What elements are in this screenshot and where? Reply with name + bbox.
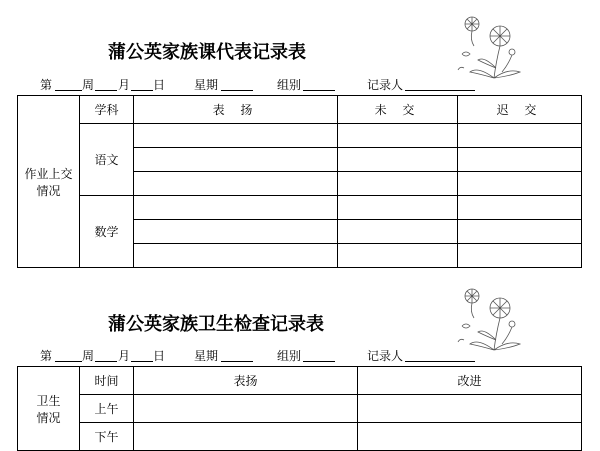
table-cell[interactable] — [358, 395, 582, 423]
table-cell[interactable] — [458, 196, 582, 220]
group-blank[interactable] — [303, 361, 335, 362]
praise-header: 表扬 — [134, 367, 358, 395]
hygiene-status-label: 卫生情况 — [18, 367, 80, 451]
weekday-blank[interactable] — [221, 361, 253, 362]
table-cell[interactable] — [134, 423, 358, 451]
group-blank[interactable] — [303, 90, 335, 91]
homework-status-label: 作业上交情况 — [18, 96, 80, 268]
week-blank[interactable] — [95, 361, 117, 362]
table-cell[interactable] — [134, 172, 338, 196]
table-cell[interactable] — [358, 423, 582, 451]
late-header: 迟 交 — [458, 96, 582, 124]
table-cell[interactable] — [134, 395, 358, 423]
table2-info-line — [40, 347, 560, 363]
week-label: 周 — [82, 78, 95, 92]
recorder-blank[interactable] — [405, 361, 475, 362]
table2-title: 蒲公英家族卫生检查记录表 — [108, 314, 324, 335]
table-cell[interactable] — [338, 148, 458, 172]
recorder-label: 记录人 — [367, 78, 404, 92]
table-cell[interactable] — [458, 148, 582, 172]
weekday-blank[interactable] — [221, 90, 253, 91]
table1-title: 蒲公英家族课代表记录表 — [108, 42, 306, 63]
group-label: 组别 — [277, 349, 302, 363]
table-cell[interactable] — [458, 220, 582, 244]
table-cell[interactable] — [134, 244, 338, 268]
table-cell[interactable] — [338, 244, 458, 268]
table-cell[interactable] — [134, 196, 338, 220]
week-no-label: 第 — [40, 78, 53, 92]
subject-math: 数学 — [80, 196, 134, 268]
table-cell[interactable] — [458, 244, 582, 268]
day-label: 日 — [153, 349, 166, 363]
table-cell[interactable] — [338, 196, 458, 220]
praise-header: 表 扬 — [134, 96, 338, 124]
table-cell[interactable] — [458, 172, 582, 196]
table-cell[interactable] — [134, 124, 338, 148]
week-blank[interactable] — [95, 90, 117, 91]
recorder-label: 记录人 — [367, 349, 404, 363]
group-label: 组别 — [277, 78, 302, 92]
table-cell[interactable] — [134, 220, 338, 244]
table-cell[interactable] — [458, 124, 582, 148]
week-no-blank[interactable] — [55, 361, 82, 362]
subject-chinese: 语文 — [80, 124, 134, 196]
month-blank[interactable] — [131, 90, 153, 91]
table1-info-line — [40, 76, 560, 92]
homework-record-table — [17, 95, 582, 268]
weekday-label: 星期 — [194, 78, 219, 92]
time-header: 时间 — [80, 367, 134, 395]
month-label: 月 — [118, 349, 131, 363]
month-label: 月 — [118, 78, 131, 92]
table-cell[interactable] — [338, 220, 458, 244]
hygiene-record-table — [17, 366, 582, 451]
day-label: 日 — [153, 78, 166, 92]
subject-header: 学科 — [80, 96, 134, 124]
time-morning: 上午 — [80, 395, 134, 423]
table-cell[interactable] — [134, 148, 338, 172]
week-no-label: 第 — [40, 349, 53, 363]
table-cell[interactable] — [338, 172, 458, 196]
not-submitted-header: 未 交 — [338, 96, 458, 124]
table-cell[interactable] — [338, 124, 458, 148]
week-label: 周 — [82, 349, 95, 363]
improve-header: 改进 — [358, 367, 582, 395]
weekday-label: 星期 — [194, 349, 219, 363]
month-blank[interactable] — [131, 361, 153, 362]
time-afternoon: 下午 — [80, 423, 134, 451]
recorder-blank[interactable] — [405, 90, 475, 91]
week-no-blank[interactable] — [55, 90, 82, 91]
